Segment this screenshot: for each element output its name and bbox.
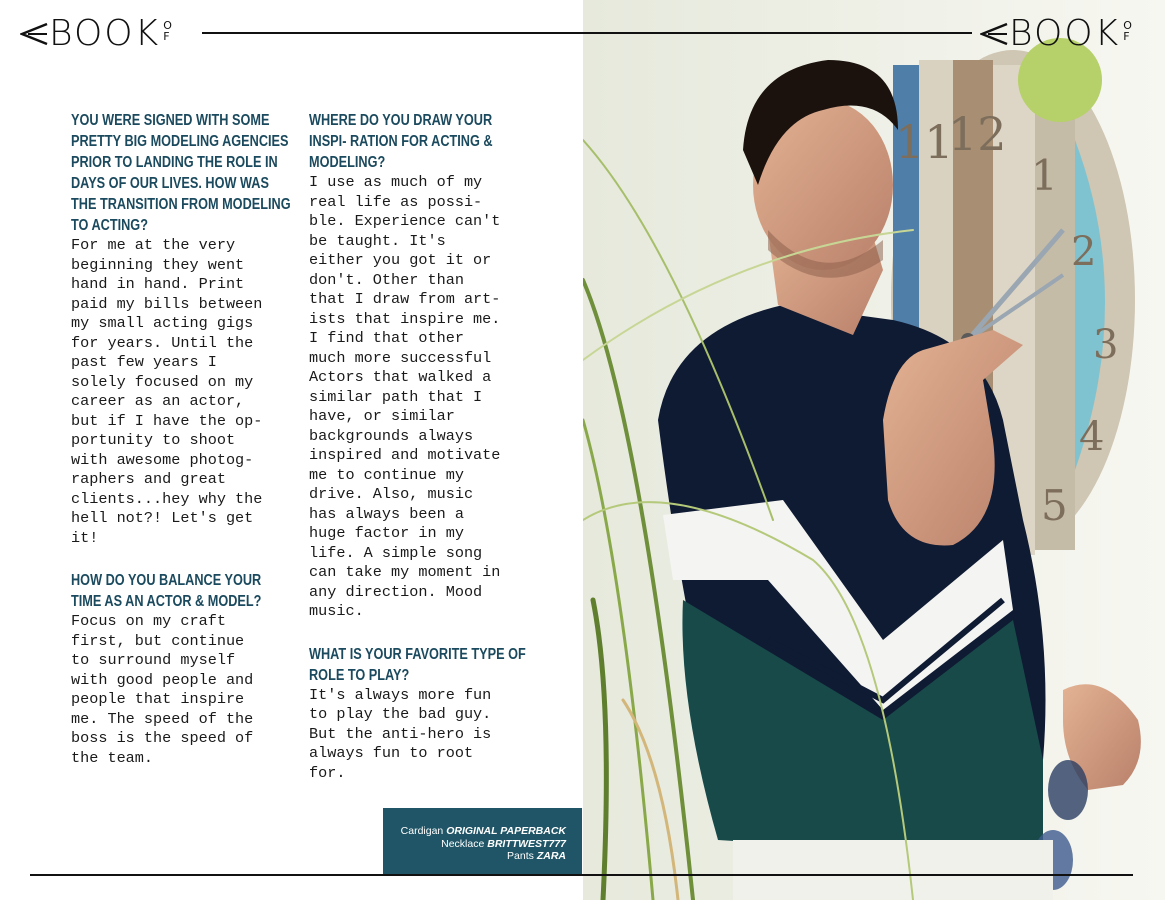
interview-column-1 xyxy=(71,110,291,790)
logo-word: BOOK xyxy=(49,13,161,54)
interview-column-2 xyxy=(309,110,531,805)
clock-numeral: 1 xyxy=(1031,151,1058,200)
credit-line xyxy=(383,838,566,851)
clock-numeral: 5 xyxy=(1041,481,1068,530)
interview-answer: It's always more fun to play the bad guy. But the anti-hero is always fun to root for. xyxy=(309,685,492,782)
logo-of-f: F xyxy=(1123,30,1130,43)
photo-illustration xyxy=(583,0,1165,900)
credit-item: Necklace xyxy=(441,837,485,850)
logo-triangle-icon xyxy=(980,22,1008,46)
interview-question: HOW DO YOU BALANCE YOUR TIME AS AN ACTOR & MODEL? xyxy=(71,572,262,610)
wardrobe-credits xyxy=(383,808,582,874)
magazine-logo xyxy=(20,14,172,54)
clock-numeral: 11 xyxy=(895,115,954,169)
credit-brand: ORIGINAL PAPERBACK xyxy=(446,825,566,837)
logo-word: BOOK xyxy=(1009,13,1121,54)
interview-answer: Focus on my craft first, but continue to surround myself with good people and people that inspire me. The speed of the boss is the speed of the team. xyxy=(71,612,254,767)
fashion-photo xyxy=(583,0,1165,900)
credit-item: Cardigan xyxy=(400,825,444,837)
credit-brand: ZARA xyxy=(536,850,566,862)
credit-line xyxy=(383,825,566,838)
header-rule xyxy=(202,32,972,34)
clock-numeral: 3 xyxy=(1093,322,1119,368)
clock-numeral: 4 xyxy=(1079,414,1105,460)
interview-question: WHERE DO YOU DRAW YOUR INSPI- RATION FOR ACTING & MODELING? xyxy=(309,112,493,171)
interview-answer: For me at the very beginning they went hand in hand. Print paid my bills between my small acting gigs for years. Until the past few years I solely focused on my career as an actor, but if I have the op- portunity to shoot with awesome photog- raphers and great clients...hey why the hell not?! Let's get it! xyxy=(71,236,263,547)
clock-numeral: 2 xyxy=(1071,229,1097,275)
logo-of xyxy=(1123,20,1132,42)
clock-numeral: 12 xyxy=(948,107,1007,161)
interview-answer: I use as much of my real life as possi- ble. Experience can't be taught. It's either you got it or don't. Other than that I draw from art- ists that inspire me. I find that other much more successful Actors that walked a similar path that I have, or similar backgrounds always inspired and motivate me to continue my drive. Also, music has always been a huge factor in my life. A simple song can take my moment in any direction. Mood music. xyxy=(309,173,501,620)
credit-item: Pants xyxy=(507,850,534,862)
magazine-logo xyxy=(980,14,1132,54)
logo-of-f: F xyxy=(163,30,170,43)
logo-triangle-icon xyxy=(20,22,48,46)
credit-brand: BRITTWEST777 xyxy=(487,837,566,850)
logo-of xyxy=(163,20,172,42)
logo-of-o: O xyxy=(1123,19,1132,32)
footer-rule xyxy=(30,874,1133,876)
credit-line xyxy=(383,850,566,863)
interview-question: YOU WERE SIGNED WITH SOME PRETTY BIG MODELING AGENCIES PRIOR TO LANDING THE ROLE IN DAYS OF OUR LIVES. HOW WAS THE TRANSITION FROM MODELING TO ACTING? xyxy=(71,112,291,234)
interview-question: WHAT IS YOUR FAVORITE TYPE OF ROLE TO PLAY? xyxy=(309,645,526,684)
logo-of-o: O xyxy=(163,19,172,32)
